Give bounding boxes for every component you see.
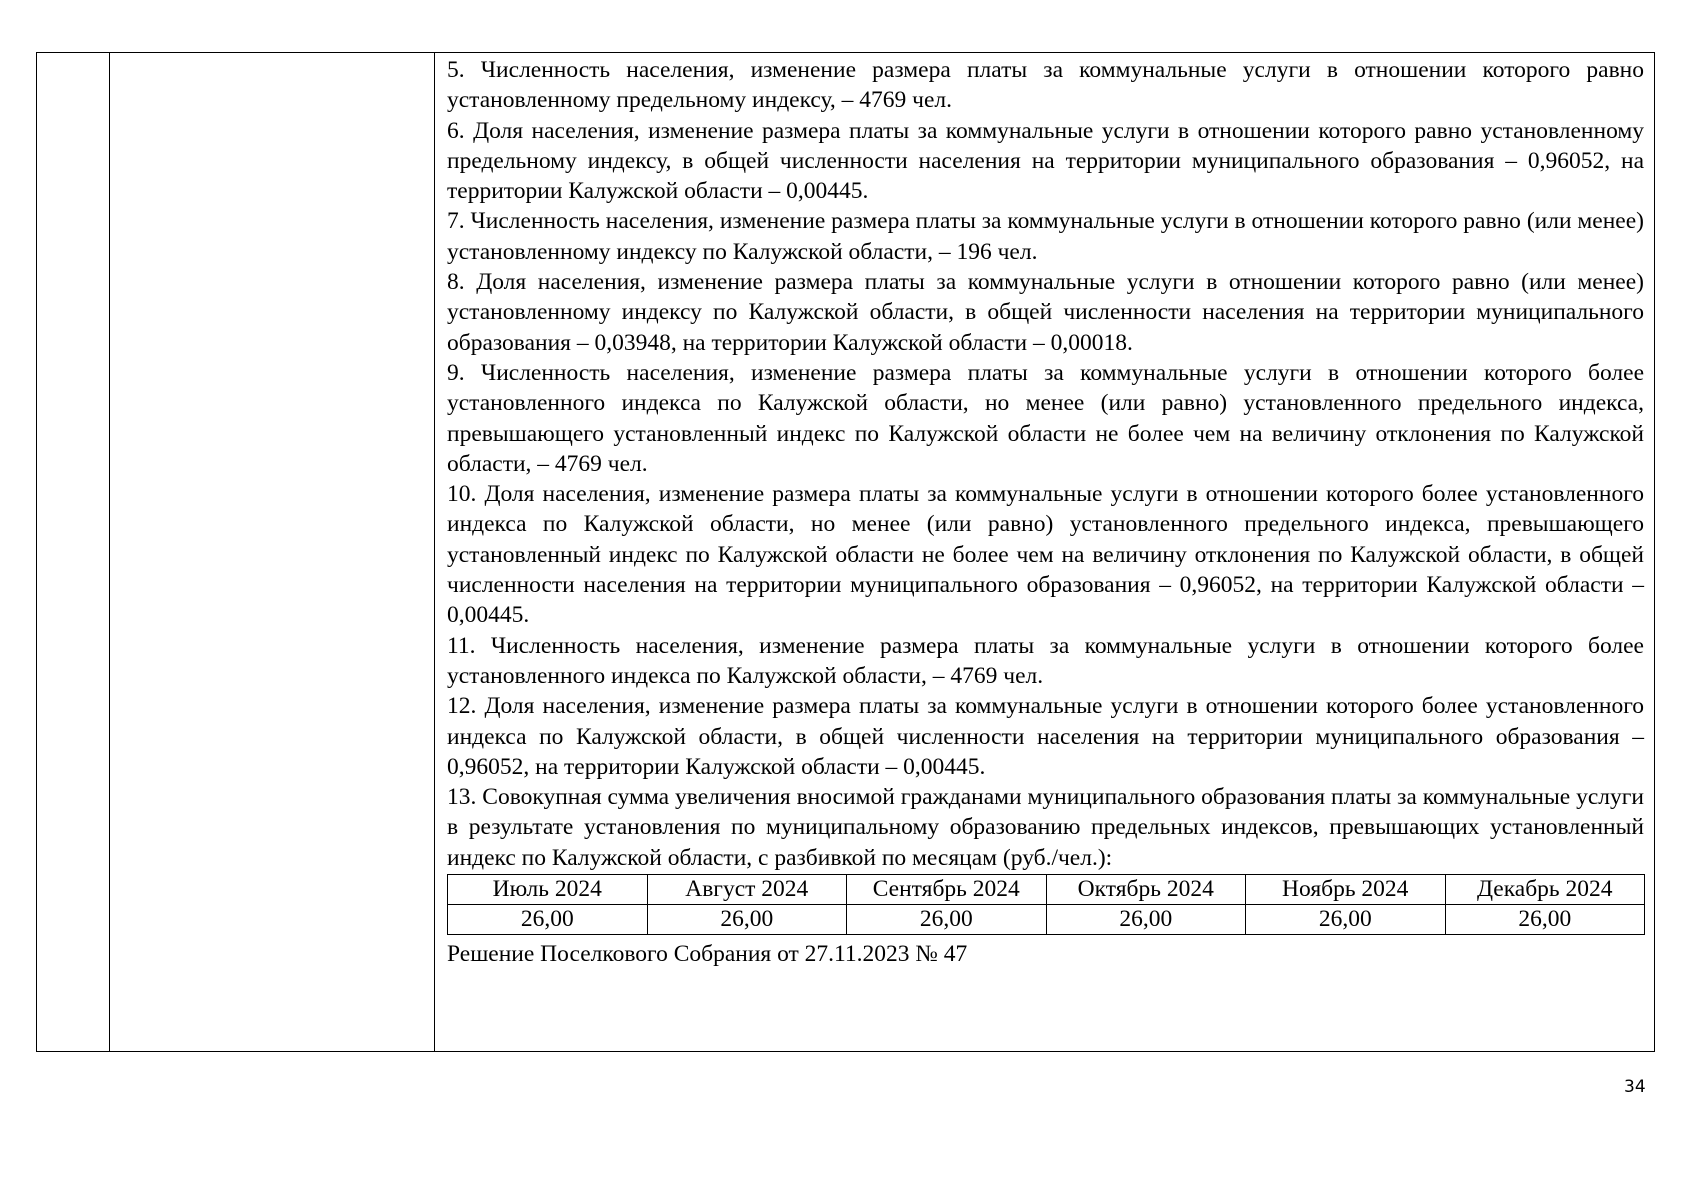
table-row — [448, 905, 1645, 935]
month-header: Декабрь 2024 — [1445, 875, 1645, 905]
column-divider — [434, 53, 435, 1051]
month-header: Август 2024 — [647, 875, 847, 905]
paragraph-11: 11. Численность населения, изменение размера платы за коммунальные услуги в отношении которого более установленного индекса по Калужской области, – 4769 чел. — [447, 632, 1644, 689]
month-value: 26,00 — [847, 905, 1047, 935]
content-cell — [447, 55, 1644, 969]
month-header: Июль 2024 — [448, 875, 648, 905]
month-value: 26,00 — [1445, 905, 1645, 935]
month-value: 26,00 — [448, 905, 648, 935]
month-value: 26,00 — [1046, 905, 1246, 935]
table-header-row — [448, 875, 1645, 905]
paragraph-5: 5. Численность населения, изменение размера платы за коммунальные услуги в отношении которого равно установленному предельному индексу, – 4769 чел. — [447, 57, 1644, 114]
paragraph-6: 6. Доля населения, изменение размера платы за коммунальные услуги в отношении которого равно установленному предельному индексу, в общей численности населения на территории муниципального образования – 0,96052, на территории Калужской области – 0,00445. — [447, 117, 1644, 205]
paragraph-10: 10. Доля населения, изменение размера платы за коммунальные услуги в отношении которого более установленного индекса по Калужской области, но менее (или равно) установленного предельного индекса, превышающего установленный индекс по Калужской области не более чем на величину отклонения по Калужской области, в общей численности населения на территории муниципального образования – 0,96052, на территории Калужской области – 0,00445. — [447, 481, 1644, 629]
month-value: 26,00 — [1246, 905, 1446, 935]
paragraph-13: 13. Совокупная сумма увеличения вносимой гражданами муниципального образования платы за коммунальные услуги в результате установления по муниципальному образованию предельных индексов, превышающих установленный индекс по Калужской области, с разбивкой по месяцам (руб./чел.): — [447, 784, 1644, 871]
column-divider — [109, 53, 110, 1051]
month-header: Октябрь 2024 — [1046, 875, 1246, 905]
monthly-payment-table — [447, 874, 1645, 935]
paragraph-12: 12. Доля населения, изменение размера платы за коммунальные услуги в отношении которого более установленного индекса по Калужской области, в общей численности населения на территории муниципального образования – 0,96052, на территории Калужской области – 0,00445. — [447, 693, 1644, 780]
month-header: Сентябрь 2024 — [847, 875, 1047, 905]
outer-table — [36, 52, 1655, 1052]
paragraph-7: 7. Численность населения, изменение размера платы за коммунальные услуги в отношении которого равно (или менее) установленному индексу по Калужской области, – 196 чел. — [447, 208, 1644, 265]
month-header: Ноябрь 2024 — [1246, 875, 1446, 905]
month-value: 26,00 — [647, 905, 847, 935]
page-number: 34 — [1624, 1077, 1646, 1097]
decision-reference: Решение Поселкового Собрания от 27.11.2023 № 47 — [447, 941, 968, 968]
paragraph-9: 9. Численность населения, изменение размера платы за коммунальные услуги в отношении которого более установленного индекса по Калужской области, но менее (или равно) установленного предельного индекса, превышающего установленный индекс по Калужской области не более чем на величину отклонения по Калужской области, – 4769 чел. — [447, 359, 1644, 477]
paragraph-8: 8. Доля населения, изменение размера платы за коммунальные услуги в отношении которого равно (или менее) установленному индексу по Калужской области, в общей численности населения на территории муниципального образования – 0,03948, на территории Калужской области – 0,00018. — [447, 269, 1644, 356]
